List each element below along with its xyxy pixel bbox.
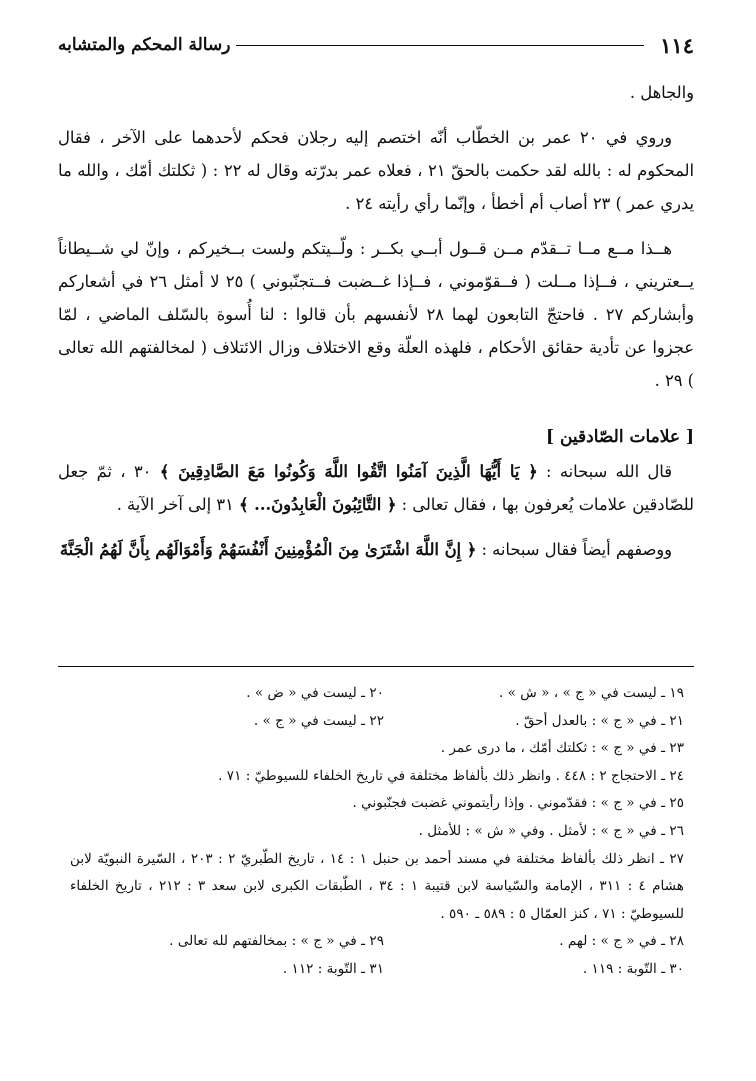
quran-quote: ﴿ إِنَّ اللَّهَ اشْتَرَىٰ مِنَ الْمُؤْمِنِينَ أَنْفُسَهُمْ وَأَمْوَالَهُم بِأَنَّ لَهُمُ الْجَنَّةَ (59, 540, 477, 559)
footnote: ٣٠ ـ التّوبة : ١١٩ . (582, 960, 684, 977)
main-text (58, 76, 694, 578)
footnote: ٢١ ـ في « ج » : بالعدل أحقّ . (515, 712, 684, 729)
footnote-row (70, 928, 684, 956)
paragraph: هــذا مــع مــا تــقدّم مــن قــول أبــي بكــر : ولّــيتكم ولست بــخيركم ، وإنّ لي شــيطاناً يــعتريني ، فــإذا مــلت ( فــقوّموني ، فــإذا غــضبت فــتجنّبوني ) ٢٥ لا أمثل ٢٦ في أشعاركم وأبشاركم ٢٧ . فاحتجّ التابعون لهما ٢٨ لأنفسهم بأن قالوا : لنا أُسوة بالسّلف الماضي ، لمّا عجزوا عن تأدية حقائق الأحكام ، فلهذه العلّة وقع الاختلاف وزال الائتلاف ( لمخالفتهم الله تعالى ) ٢٩ . (58, 239, 695, 390)
footnotes (70, 680, 684, 984)
footnote: ٣١ ـ التّوبة : ١١٢ . (282, 960, 384, 977)
text-span: ٣٠ ، ثمّ جعل للصّادقين علامات يُعرفون بها ، فقال تعالى : (58, 462, 694, 514)
section-heading: [ علامات الصّادقين ] (545, 427, 694, 447)
footnote: ٢٧ ـ انظر ذلك بألفاظ مختلفة في مسند أحمد بن حنبل ١ : ١٤ ، تاريخ الطّبريّ ٢ : ٢٠٣ ، السّيرة النبويّة لابن هشام ٤ : ٣١١ ، الإمامة والسّياسة لابن قتيبة ١ : ٣٤ ، الطّبقات الكبرى لابن سعد ٣ : ٢١٢ ، تاريخ الخلفاء للسيوطيّ : ٧١ ، كنز العمّال ٥ : ٥٨٩ ـ ٥٩٠ . (70, 850, 684, 922)
footnote: ٢٠ ـ ليست في « ض » . (246, 685, 384, 701)
footnote: ٢٨ ـ في « ج » : لهم . (559, 933, 684, 950)
footnote: ٢٩ ـ في « ج » : بمخالفتهم لله تعالى . (169, 933, 384, 950)
footnote-row (70, 708, 684, 736)
footnote: ٢٢ ـ ليست في « ج » . (253, 712, 384, 729)
quran-quote: ﴿ يَا أَيُّهَا الَّذِينَ آمَنُوا اتَّقُوا اللَّهَ وَكُونُوا مَعَ الصَّادِقِينَ ﴾ (159, 462, 538, 481)
page-number: ١١٤ (660, 32, 694, 58)
quran-quote: ﴿ التَّائِبُونَ الْعَابِدُونَ... ﴾ (238, 495, 397, 514)
footnote: ٢٤ ـ الاحتجاج ٢ : ٤٤٨ . وانظر ذلك بألفاظ مختلفة في تاريخ الخلفاء للسيوطيّ : ٧١ . (218, 767, 684, 784)
footnote-row (70, 680, 684, 708)
page-header (58, 30, 694, 60)
footnote: ٢٣ ـ في « ج » : ثكلتك أمّك ، ما درى عمر . (440, 740, 684, 757)
footnote-rule (58, 666, 694, 667)
paragraph (58, 455, 694, 521)
text-span: ووصفهم أيضاً فقال سبحانه : (476, 540, 672, 559)
paragraph: وروي في ٢٠ عمر بن الخطّاب أنّه اختصم إليه رجلان فحكم لأحدهما على الآخر ، فقال المحكوم له : بالله لقد حكمت بالحقّ ٢١ ، فعلاه عمر بدرّته وقال له ٢٢ : ( ثكلتك أمّك ، والله ما يدري عمر ) ٢٣ أصاب أم أخطأ ، وإنّما رأي رأيته ٢٤ . (58, 128, 694, 213)
paragraph: والجاهل . (629, 83, 694, 102)
footnote: ٢٥ ـ في « ج » : فقدّموني . وإذا رأيتموني غضبت فجنّبوني . (352, 795, 684, 812)
running-title: رسالة المحكم والمتشابه (58, 35, 231, 55)
paragraph (58, 533, 694, 566)
footnote: ٢٦ ـ في « ج » : لأمثل . وفي « ش » : للأمثل . (418, 822, 684, 839)
footnote-row (70, 956, 684, 984)
header-rule (236, 45, 644, 46)
footnote: ١٩ ـ ليست في « ج » ، « ش » . (498, 685, 684, 701)
text-span: قال الله سبحانه : (537, 462, 672, 481)
text-span: ٣١ إلى آخر الآية . (116, 495, 239, 514)
